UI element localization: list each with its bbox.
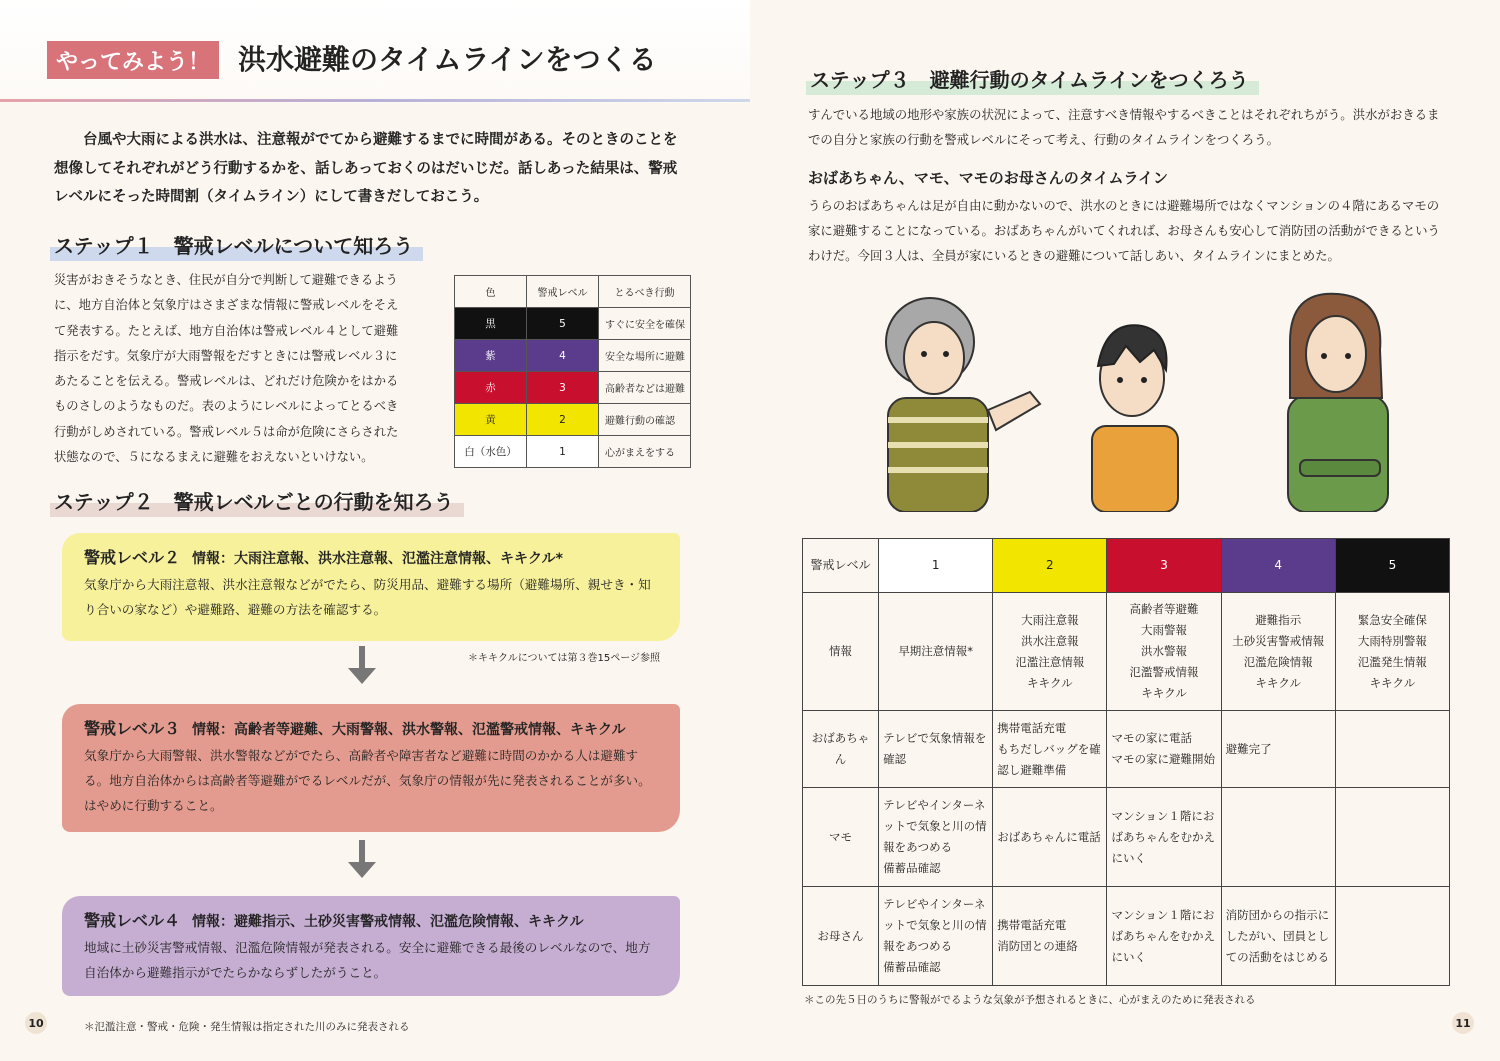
level-header: 3 — [1107, 539, 1221, 593]
timeline-row-mother — [803, 887, 1450, 986]
action-cell: 高齢者などは避難 — [599, 372, 691, 404]
table-header: 警戒レベル — [527, 276, 599, 308]
action-cell: 安全な場所に避難 — [599, 340, 691, 372]
color-cell: 黒 — [455, 308, 527, 340]
right-page — [750, 0, 1500, 1061]
page-number: 10 — [25, 1012, 47, 1034]
intro-paragraph: 台風や大雨による洪水は、注意報がでてから避難するまでに時間がある。そのときのことを想像してそれぞれがどう行動するかを、話しあっておくのはだいじだ。話しあった結果は、警戒レベルにそった時間割（タイムライン）にして書きだしておこう。 — [54, 132, 678, 205]
timeline-cell: マンション１階におばあちゃんをむかえにいく — [1107, 788, 1221, 887]
timeline-cell — [1335, 711, 1449, 788]
color-cell: 黄 — [455, 404, 527, 436]
timeline-cell: テレビで気象情報を確認 — [879, 711, 993, 788]
table-row — [455, 404, 691, 436]
timeline-cell — [1221, 788, 1335, 887]
card-level: 警戒レベル２ — [84, 548, 181, 567]
row-label: おばあちゃん — [803, 711, 879, 788]
footnote: ＊この先５日のうちに警報がでるような気象が予想されるときに、心がまえのために発表される — [804, 994, 1256, 1006]
down-arrow-icon — [348, 840, 376, 884]
timeline-cell: 高齢者等避難 大雨警報 洪水警報 氾濫警戒情報 キキクル — [1107, 593, 1221, 711]
timeline-cell: 避難完了 — [1221, 711, 1335, 788]
color-cell: 赤 — [455, 372, 527, 404]
card-info: 情報：大雨注意報、洪水注意報、氾濫注意情報、キキクル* — [192, 551, 563, 567]
timeline-cell: テレビやインターネットで気象と川の情報をあつめる 備蓄品確認 — [879, 887, 993, 986]
table-row — [455, 372, 691, 404]
timeline-cell: おばあちゃんに電話 — [993, 788, 1107, 887]
card-title — [84, 545, 658, 572]
warning-level-table — [454, 275, 691, 468]
step1-text: 災害がおきそうなとき、住民が自分で判断して避難できるように、地方自治体と気象庁はさまざまな情報に警戒レベルをそえて発表する。たとえば、地方自治体は警戒レベル４として避難指示をだす。気象庁が大雨警報をだすときには警戒レベル３にあたることを伝える。警戒レベルは、どれだけ危険かをはかるものさしのようなものだ。表のようにレベルによってとるべき行動がしめされている。警戒レベル５は命が危険にさらされた状態なので、５になるまえに避難をおえないといけない。 — [54, 273, 399, 465]
kikikuru-note: ＊キキクルについては第３巻15ページ参照 — [468, 653, 661, 664]
timeline-cell: 携帯電話充電 消防団との連絡 — [993, 887, 1107, 986]
level-header: 1 — [879, 539, 993, 593]
step3-heading: ステップ３ 避難行動のタイムラインをつくろう — [806, 64, 1259, 95]
timeline-cell: テレビやインターネットで気象と川の情報をあつめる 備蓄品確認 — [879, 788, 993, 887]
level-cell: 2 — [527, 404, 599, 436]
level-cell: 5 — [527, 308, 599, 340]
action-cell: 心がまえをする — [599, 436, 691, 468]
header-divider — [0, 99, 750, 102]
timeline-cell: 早期注意情報* — [879, 593, 993, 711]
card-body: 気象庁から大雨警報、洪水警報などがでたら、高齢者や障害者など避難に時間のかかる人は避難する。地方自治体からは高齢者等避難がでるレベルだが、気象庁の情報が先に発表されることが多い。はやめに行動すること。 — [84, 748, 651, 813]
card-title — [84, 908, 658, 935]
timeline-header-row — [803, 539, 1450, 593]
family-story: うらのおばあちゃんは足が自由に動かないので、洪水のときには避難場所ではなくマンションの４階にあるマモの家に避難することになっている。おばあちゃんがいてくれれば、お母さんも安心して消防団の活動ができるというわけだ。今回３人は、全員が家にいるときの避難について話しあい、タイムラインにまとめた。 — [808, 198, 1440, 263]
timeline-cell — [1335, 887, 1449, 986]
table-row — [455, 436, 691, 468]
timeline-cell: 避難指示 土砂災害警戒情報 氾濫危険情報 キキクル — [1221, 593, 1335, 711]
color-cell: 白（水色） — [455, 436, 527, 468]
card-level: 警戒レベル４ — [84, 911, 181, 930]
timeline-cell: 大雨注意報 洪水注意報 氾濫注意情報 キキクル — [993, 593, 1107, 711]
try-it-badge: やってみよう！ — [47, 41, 219, 79]
action-cell: 避難行動の確認 — [599, 404, 691, 436]
corner-label: 警戒レベル — [803, 539, 879, 593]
down-arrow-icon — [348, 646, 376, 690]
level3-card — [62, 704, 680, 832]
step2-heading: ステップ２ 警戒レベルごとの行動を知ろう — [50, 486, 464, 517]
step3-intro: すんでいる地域の地形や家族の状況によって、注意すべき情報やするべきことはそれぞれちがう。洪水がおきるまでの自分と家族の行動を警戒レベルにそって考え、行動のタイムラインをつくろう。 — [808, 107, 1440, 147]
timeline-row-grandmother — [803, 711, 1450, 788]
timeline-cell: 消防団からの指示にしたがい、団員としての活動をはじめる — [1221, 887, 1335, 986]
table-header: 色 — [455, 276, 527, 308]
timeline-cell: マモの家に電話 マモの家に避難開始 — [1107, 711, 1221, 788]
card-body: 気象庁から大雨注意報、洪水注意報などがでたら、防災用品、避難する場所（避難場所、親せき・知り合いの家など）や避難路、避難の方法を確認する。 — [84, 577, 651, 617]
timeline-subheading: おばあちゃん、マモ、マモのお母さんのタイムライン — [808, 169, 1169, 187]
grandmother-figure — [886, 298, 1040, 512]
row-label: マモ — [803, 788, 879, 887]
level2-card — [62, 533, 680, 641]
card-body: 地域に土砂災害警戒情報、氾濫危険情報が発表される。安全に避難できる最後のレベルなので、地方自治体から避難指示がでたらかならずしたがうこと。 — [84, 940, 651, 980]
level-cell: 4 — [527, 340, 599, 372]
action-cell: すぐに安全を確保 — [599, 308, 691, 340]
timeline-row-info — [803, 593, 1450, 711]
mamo-figure — [1092, 325, 1178, 512]
row-label: 情報 — [803, 593, 879, 711]
family-illustration — [870, 280, 1430, 512]
step1-heading: ステップ１ 警戒レベルについて知ろう — [50, 230, 423, 261]
card-info: 情報：避難指示、土砂災害警戒情報、氾濫危険情報、キキクル — [192, 914, 584, 930]
card-level: 警戒レベル３ — [84, 719, 181, 738]
page-number: 11 — [1452, 1012, 1474, 1034]
footnote: ＊氾濫注意・警戒・危険・発生情報は指定された川のみに発表される — [84, 1021, 410, 1033]
card-info: 情報：高齢者等避難、大雨警報、洪水警報、氾濫警戒情報、キキクル — [192, 722, 626, 738]
card-title — [84, 716, 658, 743]
timeline-table — [802, 538, 1450, 986]
page-title: 洪水避難のタイムラインをつくる — [238, 43, 657, 76]
timeline-cell: マンション１階におばあちゃんをむかえにいく — [1107, 887, 1221, 986]
table-header: とるべき行動 — [599, 276, 691, 308]
mother-figure — [1288, 294, 1388, 512]
level4-card — [62, 896, 680, 996]
timeline-row-mamo — [803, 788, 1450, 887]
table-row — [455, 308, 691, 340]
level-cell: 1 — [527, 436, 599, 468]
table-row — [455, 340, 691, 372]
timeline-cell: 携帯電話充電 もちだしバッグを確認し避難準備 — [993, 711, 1107, 788]
timeline-cell: 緊急安全確保 大雨特別警報 氾濫発生情報 キキクル — [1335, 593, 1449, 711]
timeline-cell — [1335, 788, 1449, 887]
table-header-row — [455, 276, 691, 308]
row-label: お母さん — [803, 887, 879, 986]
level-header: 4 — [1221, 539, 1335, 593]
level-cell: 3 — [527, 372, 599, 404]
color-cell: 紫 — [455, 340, 527, 372]
level-header: 2 — [993, 539, 1107, 593]
level-header: 5 — [1335, 539, 1449, 593]
